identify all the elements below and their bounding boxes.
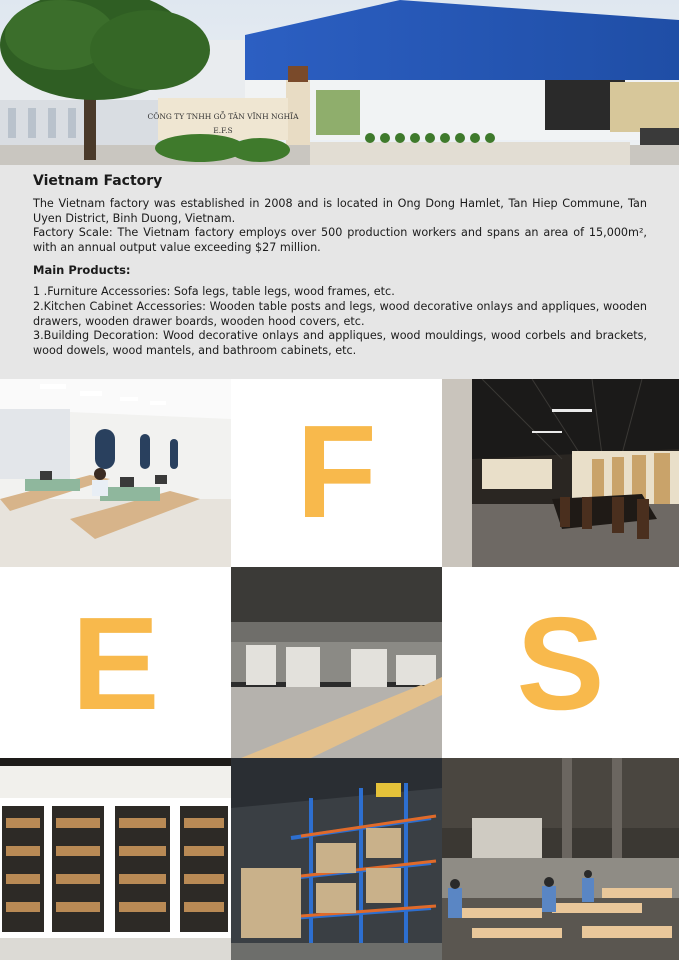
machining-workshop-photo <box>231 567 442 758</box>
factory-exterior-photo <box>0 0 679 165</box>
brand-letter-e-tile <box>0 567 231 758</box>
product-line-3: 3.Building Decoration: Wood decorative onlays and appliques, wood mouldings, wood corbels and brackets, wood dowels, wood mantels, and bathroom cabinets, etc. <box>33 329 647 357</box>
brand-letter-s-tile <box>442 567 679 758</box>
showroom-photo <box>442 379 679 567</box>
section-title: Vietnam Factory <box>33 173 163 189</box>
product-line-2: 2.Kitchen Cabinet Accessories: Wooden table posts and legs, wood decorative onlays and appliques, wooden drawers, wooden drawer boards, wooden hood covers, etc. <box>33 299 647 328</box>
office-photo <box>0 379 231 567</box>
warehouse-racks-photo <box>231 758 442 960</box>
product-line-1: 1 .Furniture Accessories: Sofa legs, table legs, wood frames, etc. <box>33 285 395 299</box>
product-display-cabinet-photo <box>0 758 231 960</box>
sign-logo-text: E.F.S <box>213 126 233 135</box>
products-heading: Main Products: <box>33 263 131 278</box>
sign-company-name: CÔNG TY TNHH GỖ TÂN VĨNH NGHĨA <box>147 112 299 121</box>
brand-letter-f-tile <box>231 379 442 567</box>
factory-scale: Factory Scale: The Vietnam factory employs over 500 production workers and spans an area of 15,000m², with an annual output value exceeding $27 million. <box>33 226 647 254</box>
brand-letter-f: F <box>296 398 377 545</box>
brand-letter-e: E <box>71 590 160 737</box>
factory-intro: The Vietnam factory was established in 2008 and is located in Ong Dong Hamlet, Tan Hiep Commune, Tan Uyen District, Binh Duong, Vietnam. <box>33 197 647 225</box>
brand-letter-s: S <box>516 590 605 737</box>
production-floor-photo <box>442 758 679 960</box>
description-panel <box>0 165 679 379</box>
